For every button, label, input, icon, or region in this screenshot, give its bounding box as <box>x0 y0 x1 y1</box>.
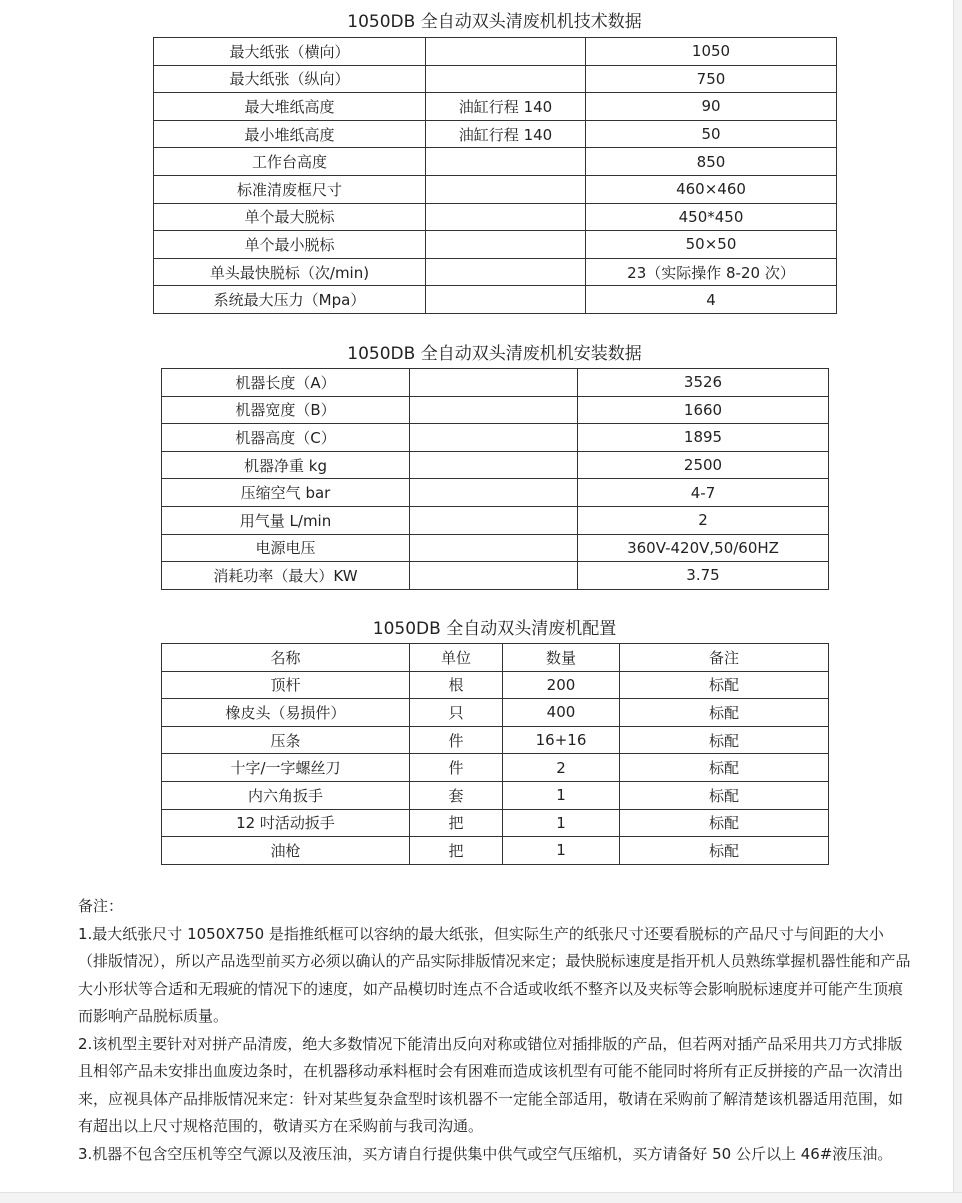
table-cell <box>410 562 578 590</box>
table-row <box>154 286 837 314</box>
window-right-edge <box>953 0 962 1202</box>
table-cell: 件 <box>410 754 503 782</box>
table-row <box>154 38 837 66</box>
table-cell: 最大堆纸高度 <box>154 93 426 121</box>
table-cell: 系统最大压力（Mpa） <box>154 286 426 314</box>
table-cell: 内六角扳手 <box>162 781 410 809</box>
table-cell: 压缩空气 bar <box>162 479 410 507</box>
table-cell: 最大纸张（横向） <box>154 38 426 66</box>
table-cell <box>410 451 578 479</box>
table-cell <box>410 506 578 534</box>
config-table <box>161 643 829 865</box>
table-cell: 单头最快脱标（次/min) <box>154 258 426 286</box>
notes-heading: 备注： <box>78 897 124 915</box>
config-table-title: 1050DB 全自动双头清废机配置 <box>372 619 617 639</box>
table-cell <box>426 203 586 231</box>
table-cell: 1 <box>503 781 620 809</box>
column-header: 名称 <box>162 644 410 672</box>
table-row <box>154 175 837 203</box>
table-row <box>154 120 837 148</box>
table-row <box>154 231 837 259</box>
table-cell: 850 <box>586 148 837 176</box>
table-cell: 标准清废框尺寸 <box>154 175 426 203</box>
table-cell: 用气量 L/min <box>162 506 410 534</box>
table-cell <box>426 65 586 93</box>
table-cell: 把 <box>410 837 503 865</box>
table-header-row <box>162 644 829 672</box>
table-cell: 4-7 <box>578 479 829 507</box>
table-cell: 最小堆纸高度 <box>154 120 426 148</box>
table-row <box>162 699 829 727</box>
table-cell: 460×460 <box>586 175 837 203</box>
table-row <box>154 93 837 121</box>
table-cell: 标配 <box>620 809 829 837</box>
table-cell: 把 <box>410 809 503 837</box>
table-cell: 顶杆 <box>162 671 410 699</box>
table-cell: 450*450 <box>586 203 837 231</box>
table-cell: 机器长度（A） <box>162 369 410 397</box>
table-cell: 单个最小脱标 <box>154 231 426 259</box>
column-header: 备注 <box>620 644 829 672</box>
table-cell: 只 <box>410 699 503 727</box>
table-cell: 机器宽度（B） <box>162 396 410 424</box>
table-row <box>162 506 829 534</box>
note-item: 1.最大纸张尺寸 1050X750 是指推纸框可以容纳的最大纸张，但实际生产的纸张尺寸还要看脱标的产品尺寸与间距的大小（排版情况），所以产品选型前买方必须以确认的产品实际排版情况来定；最快脱标速度是指开机人员熟练掌握机器性能和产品大小形状等合适和无瑕疵的情况下的速度，如产品模切时连点不合适或收纸不整齐以及夹标等会影响脱标速度并可能产生顶痕而影响产品脱标质量。 <box>78 924 911 1025</box>
table-row <box>162 479 829 507</box>
table-row <box>162 781 829 809</box>
table-cell: 1 <box>503 837 620 865</box>
table-row <box>162 396 829 424</box>
install-data-table <box>161 368 829 590</box>
table-cell: 3.75 <box>578 562 829 590</box>
table-cell: 油枪 <box>162 837 410 865</box>
table-cell: 标配 <box>620 754 829 782</box>
table-cell: 1050 <box>586 38 837 66</box>
table-cell: 12 吋活动扳手 <box>162 809 410 837</box>
table-row <box>162 726 829 754</box>
column-header: 数量 <box>503 644 620 672</box>
table-row <box>154 65 837 93</box>
table-row <box>162 837 829 865</box>
table-cell: 360V-420V,50/60HZ <box>578 534 829 562</box>
table-cell: 2500 <box>578 451 829 479</box>
table-cell: 标配 <box>620 837 829 865</box>
table-cell: 最大纸张（纵向） <box>154 65 426 93</box>
table-cell: 机器高度（C） <box>162 424 410 452</box>
table-cell: 消耗功率（最大）KW <box>162 562 410 590</box>
table-cell: 件 <box>410 726 503 754</box>
table-cell: 1660 <box>578 396 829 424</box>
table-cell <box>426 231 586 259</box>
table-row <box>162 451 829 479</box>
table-row <box>162 424 829 452</box>
table-cell: 橡皮头（易损件） <box>162 699 410 727</box>
table-cell: 1 <box>503 809 620 837</box>
table-cell: 电源电压 <box>162 534 410 562</box>
column-header: 单位 <box>410 644 503 672</box>
table-row <box>162 809 829 837</box>
table-cell: 根 <box>410 671 503 699</box>
table-cell: 1895 <box>578 424 829 452</box>
table-cell: 400 <box>503 699 620 727</box>
table-cell: 50 <box>586 120 837 148</box>
table-row <box>162 369 829 397</box>
install-table-title: 1050DB 全自动双头清废机机安装数据 <box>347 344 642 364</box>
table-cell <box>410 369 578 397</box>
table-cell: 十字/一字螺丝刀 <box>162 754 410 782</box>
table-cell: 套 <box>410 781 503 809</box>
table-cell <box>426 286 586 314</box>
table-cell <box>410 424 578 452</box>
window-bottom-edge <box>0 1192 962 1203</box>
table-cell <box>410 479 578 507</box>
table-cell <box>426 175 586 203</box>
table-cell: 标配 <box>620 671 829 699</box>
table-cell: 16+16 <box>503 726 620 754</box>
table-cell: 90 <box>586 93 837 121</box>
table-cell: 4 <box>586 286 837 314</box>
table-cell: 标配 <box>620 699 829 727</box>
table-cell <box>426 38 586 66</box>
table-cell: 机器净重 kg <box>162 451 410 479</box>
table-row <box>154 203 837 231</box>
notes-section <box>78 893 912 1168</box>
table-cell: 2 <box>503 754 620 782</box>
table-cell: 油缸行程 140 <box>426 120 586 148</box>
table-row <box>162 562 829 590</box>
table-cell: 23（实际操作 8-20 次） <box>586 258 837 286</box>
note-item: 3.机器不包含空压机等空气源以及液压油，买方请自行提供集中供气或空气压缩机，买方请备好 50 公斤以上 46#液压油。 <box>78 1144 893 1163</box>
table-cell: 200 <box>503 671 620 699</box>
table-cell: 油缸行程 140 <box>426 93 586 121</box>
table-cell: 3526 <box>578 369 829 397</box>
table-cell: 标配 <box>620 726 829 754</box>
table-cell: 工作台高度 <box>154 148 426 176</box>
table-cell <box>410 396 578 424</box>
tech-table-title: 1050DB 全自动双头清废机机技术数据 <box>347 12 642 32</box>
table-row <box>154 258 837 286</box>
table-row <box>162 534 829 562</box>
table-cell: 50×50 <box>586 231 837 259</box>
table-row <box>162 671 829 699</box>
table-row <box>154 148 837 176</box>
table-cell <box>426 258 586 286</box>
table-cell <box>426 148 586 176</box>
table-cell: 标配 <box>620 781 829 809</box>
table-cell: 2 <box>578 506 829 534</box>
table-cell: 750 <box>586 65 837 93</box>
tech-data-table <box>153 37 837 314</box>
table-row <box>162 754 829 782</box>
table-cell: 压条 <box>162 726 410 754</box>
table-cell: 单个最大脱标 <box>154 203 426 231</box>
table-cell <box>410 534 578 562</box>
note-item: 2.该机型主要针对对拼产品清废，绝大多数情况下能清出反向对称或错位对插排版的产品，但若两对插产品采用共刀方式排版且相邻产品未安排出血废边条时，在机器移动承料框时会有困难而造成该机型有可能不能同时将所有正反拼接的产品一次清出来，应视具体产品排版情况来定：针对某些复杂盒型时该机器不一定能全部适用，敬请在采购前了解清楚该机器适用范围，如有超出以上尺寸规格范围的，敬请买方在采购前与我司沟通。 <box>78 1034 904 1135</box>
